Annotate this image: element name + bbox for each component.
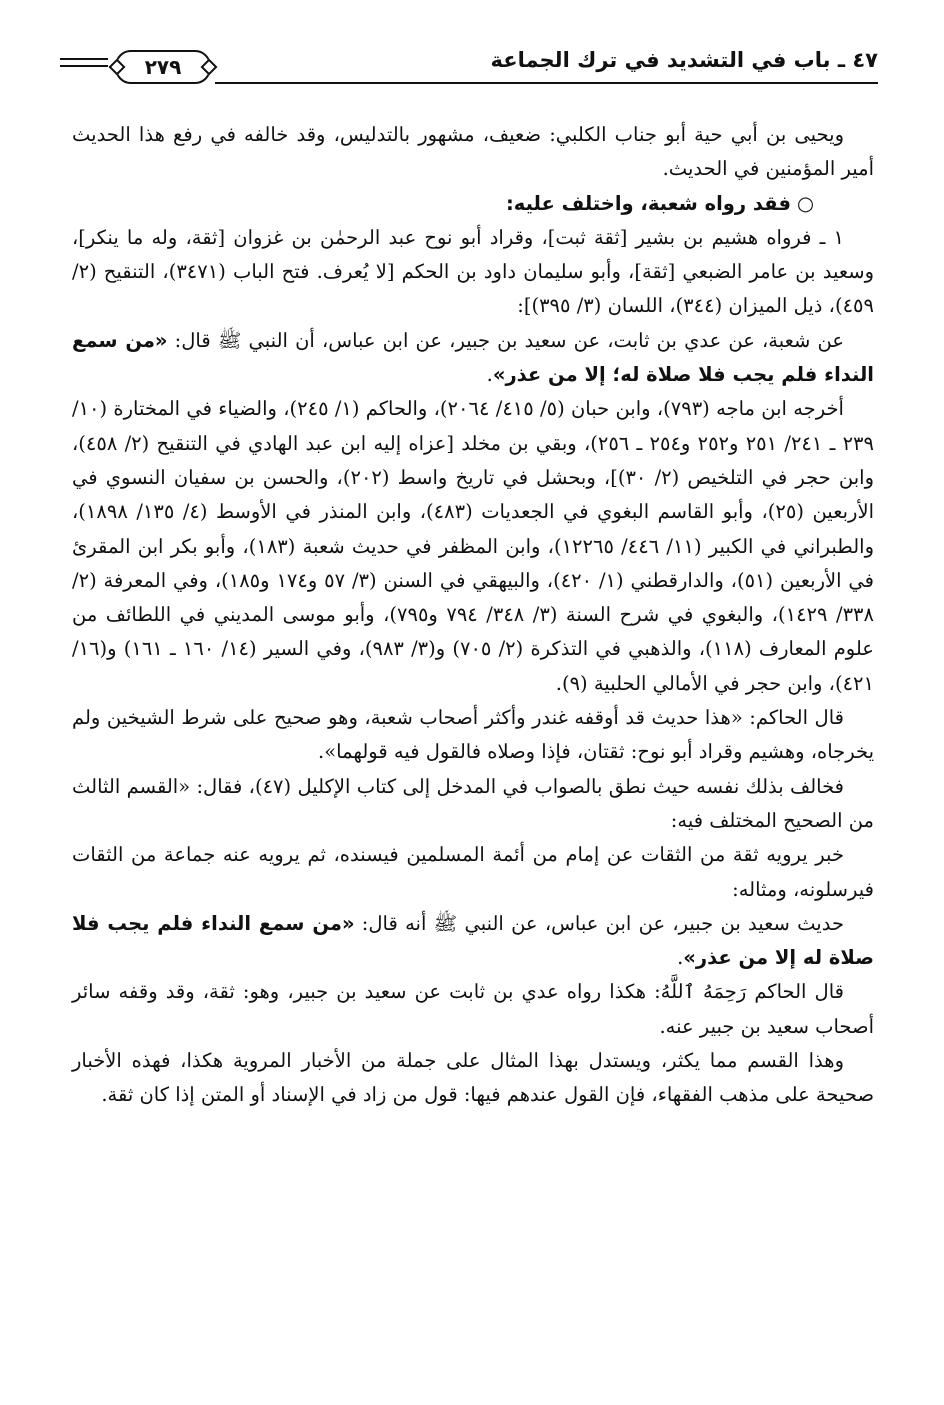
paragraph: قال الحاكم: «هذا حديث قد أوقفه غندر وأكثر أصحاب شعبة، وهو صحيح على شرط الشيخين ولم يخرجاه، وهشيم وقراد أبو نوح: ثقتان، فإذا وصلاه فالقول فيه قولهما». <box>72 706 874 764</box>
paragraph: قال الحاكم رَحِمَهُ ٱللَّهُ: هكذا رواه عدي بن ثابت عن سعيد بن جبير، وهو: ثقة، وقد وقفه سائر أصحاب سعيد بن جبير عنه. <box>72 980 874 1038</box>
paragraph: أخرجه ابن ماجه (٧٩٣)، وابن حبان (٥/ ٤١٥/ ٢٠٦٤)، والحاكم (١/ ٢٤٥)، والضياء في المختارة (١٠/ ٢٣٩ ـ ٢٤١/ ٢٥١ و٢٥٢ و٢٥٤ ـ ٢٥٦)، وبقي بن مخلد [عزاه إليه ابن عبد الهادي في التنقيح (٢/ ٤٥٨)، وابن حجر في التلخيص (٢/ ٣٠)]، وبحشل في تاريخ واسط (٢٠٢)، والحسن بن سفيان النسوي في الأربعين (٢٥)، وأبو القاسم البغوي في الجعديات (٤٨٣)، وابن المنذر في الأوسط (٤/ ١٣٥/ ١٨٩٨)، والطبراني في الكبير (١١/ ٤٤٦/ ١٢٢٦٥)، وابن المظفر في حديث شعبة (١٨٣)، وأبو بكر ابن المقرئ في الأربعين (٥١)، والدارقطني (١/ ٤٢٠)، والبيهقي في السنن (٣/ ٥٧ و١٧٤ و١٨٥)، وفي المعرفة (٢/ ٣٣٨/ ١٤٢٩)، والبغوي في شرح السنة (٣/ ٣٤٨/ ٧٩٤ و٧٩٥)، وأبو موسى المديني في اللطائف من علوم المعارف (١١٨)، والذهبي في التذكرة (٢/ ٧٠٥) و(٣/ ٩٨٣)، وفي السير (١٤/ ١٦٠ ـ ١٦١) و(١٦/ ٤٢١)، وابن حجر في الأمالي الحلبية (٩). <box>72 397 875 695</box>
bullet-icon: ○ <box>796 191 814 215</box>
header-rule <box>215 82 878 84</box>
chapter-title: ٤٧ ـ باب في التشديد في ترك الجماعة <box>490 48 878 72</box>
paragraph: فخالف بذلك نفسه حيث نطق بالصواب في المدخل إلى كتاب الإكليل (٤٧)، فقال: «القسم الثالث من الصحيح المختلف فيه: <box>72 774 874 832</box>
page-number-frame <box>115 50 211 84</box>
isnad-text: عن شعبة، عن عدي بن ثابت، عن سعيد بن جبير، عن ابن عباس، أن النبي ﷺ قال: <box>167 328 844 352</box>
paragraph <box>72 907 874 976</box>
running-header <box>60 42 878 92</box>
section-heading <box>72 187 874 221</box>
paragraph: وهذا القسم مما يكثر، ويستدل بهذا المثال على جملة من الأخبار المروية هكذا، فهذه الأخبار صحيحة على مذهب الفقهاء، فإن القول عندهم فيها: قول من زاد في الإسناد أو المتن إذا كان ثقة. <box>72 1049 874 1107</box>
period: . <box>677 946 684 970</box>
paragraph: خبر يرويه ثقة من الثقات عن إمام من أئمة المسلمين فيسنده، ثم يرويه عنه جماعة من الثقات فيرسلونه، ومثاله: <box>72 843 874 901</box>
hadith-quote: «من سمع النداء فلم يجب فلا صلاة له إلا من عذر» <box>72 911 874 970</box>
paragraph <box>72 324 874 393</box>
paragraph: ويحيى بن أبي حية أبو جناب الكلبي: ضعيف، مشهور بالتدليس، وقد خالفه في رفع هذا الحديث أمير المؤمنين في الحديث. <box>72 123 874 181</box>
paragraph: ١ ـ فرواه هشيم بن بشير [ثقة ثبت]، وقراد أبو نوح عبد الرحمٰن بن غزوان [ثقة، وله ما ينكر]، وسعيد بن عامر الضبعي [ثقة]، وأبو سليمان داود بن الحكم [لا يُعرف. فتح الباب (٣٤٧١)، التنقيح (٢/ ٤٥٩)، ذيل الميزان (٣٤٤)، اللسان (٣/ ٣٩٥)]: <box>72 225 875 318</box>
page-number: ٢٧٩ <box>144 55 182 79</box>
isnad-text: حديث سعيد بن جبير، عن ابن عباس، عن النبي ﷺ أنه قال: <box>354 911 844 935</box>
hadith-quote: «من سمع النداء فلم يجب فلا صلاة له؛ إلا من عذر» <box>72 328 874 387</box>
ornament-lines <box>60 58 108 72</box>
period: . <box>486 363 493 387</box>
section-heading-text: فقد رواه شعبة، واختلف عليه: <box>505 191 791 215</box>
main-text <box>72 118 874 1113</box>
